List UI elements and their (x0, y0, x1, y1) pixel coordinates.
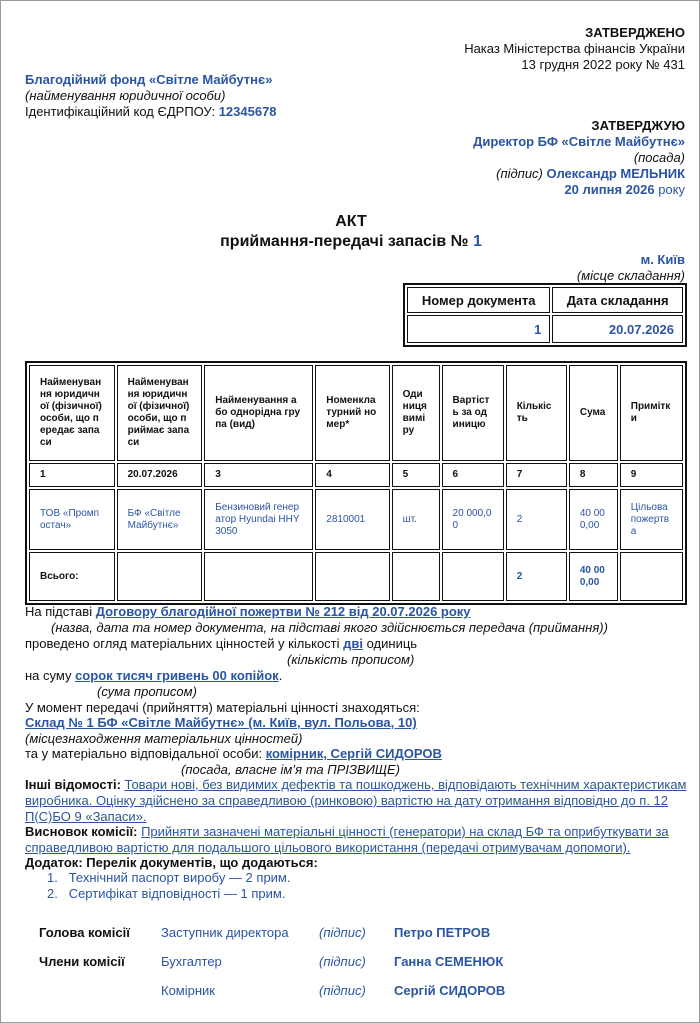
table-cell-item-code: 2810001 (315, 489, 389, 550)
inventory-table (25, 361, 687, 605)
sum-prefix: на суму (25, 668, 76, 683)
table-number-cell: 6 (442, 463, 504, 487)
responsible-person: комірник, Сергій СИДОРОВ (265, 746, 442, 761)
inspect-prefix: проведено огляд матеріальних цінностей у кількості (25, 636, 344, 651)
approve-block (473, 118, 685, 198)
table-number-cell: 20.07.2026 (117, 463, 203, 487)
approved-order: Наказ Міністерства фінансів України (464, 41, 685, 56)
table-header-cell: Найменування юридичної (фізичної) особи, що передає запаси (29, 365, 115, 461)
approved-title: ЗАТВЕРДЖЕНО (585, 25, 685, 40)
signature-hint: (підпис) (319, 954, 366, 969)
table-header-cell: Сума (569, 365, 618, 461)
inspect-quantity: дві (343, 636, 363, 651)
table-number-cell: 7 (506, 463, 567, 487)
conclusion-text: Прийняти зазначені матеріальні цінності (генератори) на склад БФ та оприбуткувати за справедливою вартістю для подальшого цільового використання (передачі отримувачам допомоги). (25, 824, 669, 855)
table-number-cell: 1 (29, 463, 115, 487)
table-header-cell: Найменування або однорідна група (вид) (204, 365, 313, 461)
table-total-quantity: 2 (506, 552, 567, 601)
inspect-line (25, 636, 417, 652)
table-cell-sum: 40 000,00 (569, 489, 618, 550)
table-number-cell: 4 (315, 463, 389, 487)
table-empty-cell (442, 552, 504, 601)
table-header-cell: Примітки (620, 365, 683, 461)
location-value: Склад № 1 БФ «Світле Майбутнє» (м. Київ, вул. Польова, 10) (25, 715, 417, 730)
other-info (25, 777, 687, 825)
location-prefix: У момент передачі (прийняття) матеріальні цінності знаходяться: (25, 700, 420, 715)
approve-position: Директор БФ «Світле Майбутнє» (473, 134, 685, 149)
organization-name-hint: (найменування юридичної особи) (25, 88, 226, 103)
approve-sign-line (473, 166, 685, 182)
attachments-label: Додаток: Перелік документів, що додаються: (25, 855, 318, 870)
other-info-label: Інші відомості: (25, 777, 125, 792)
table-empty-cell (620, 552, 683, 601)
approve-date-line (473, 182, 685, 198)
table-number-cell: 3 (204, 463, 313, 487)
table-cell-quantity: 2 (506, 489, 567, 550)
inspect-suffix: одиниць (363, 636, 418, 651)
table-header-cell: Одиниця виміру (392, 365, 440, 461)
table-number-cell: 9 (620, 463, 683, 487)
document-number-table (403, 283, 687, 347)
organization-block (25, 72, 277, 120)
act-city-hint: (місце складання) (576, 268, 685, 283)
table-total-row (29, 552, 683, 601)
attachment-text: Технічний паспорт виробу — 2 прим. (68, 870, 291, 885)
organization-name: Благодійний фонд «Світле Майбутнє» (25, 72, 273, 87)
docnum-header-date: Дата складання (552, 287, 683, 313)
basis-hint: (назва, дата та номер документа, на підставі якого здійснюється передача (приймання)) (51, 620, 608, 635)
table-row (29, 489, 683, 550)
list-item: 2. Сертифікат відповідності — 1 прим. (47, 886, 286, 901)
list-item: 1. Технічний паспорт виробу — 2 прим. (47, 870, 291, 885)
signature-position: Бухгалтер (161, 954, 222, 969)
act-number: 1 (472, 233, 482, 250)
docnum-header-number: Номер документа (407, 287, 550, 313)
conclusion-label: Висновок комісії: (25, 824, 142, 839)
table-header-cell: Номенклатурний номер* (315, 365, 389, 461)
table-header-cell: Кількість (506, 365, 567, 461)
table-total-label: Всього: (29, 552, 115, 601)
approve-title: ЗАТВЕРДЖУЮ (591, 118, 685, 133)
table-empty-cell (204, 552, 313, 601)
table-number-cell: 5 (392, 463, 440, 487)
table-total-sum: 40 000,00 (569, 552, 618, 601)
table-cell-unit: шт. (392, 489, 440, 550)
table-number-row (29, 463, 683, 487)
act-title-line1: АКТ (335, 213, 367, 230)
signature-name: Ганна СЕМЕНЮК (394, 954, 504, 969)
place-block (577, 252, 685, 284)
table-cell-unit-price: 20 000,00 (442, 489, 504, 550)
organization-code-line (25, 104, 277, 120)
table-cell-supplier: ТОВ «Промпостач» (29, 489, 115, 550)
approve-date: 20 липня 2026 (564, 182, 655, 197)
commission-conclusion (25, 824, 687, 856)
table-cell-receiver: БФ «Світле Майбутнє» (117, 489, 203, 550)
sum-words: сорок тисяч гривень 00 копійок (75, 668, 279, 683)
commission-members-label: Члени комісії (39, 954, 125, 969)
table-empty-cell (117, 552, 203, 601)
approve-sign-hint: (підпис) (496, 166, 547, 181)
approval-stamp-block (464, 25, 685, 73)
basis-line (25, 604, 471, 620)
basis-document: Договору благодійної пожертви № 212 від 20.07.2026 року (95, 604, 471, 619)
commission-head-label: Голова комісії (39, 925, 130, 940)
act-title (1, 212, 700, 252)
table-header-cell: Найменування юридичної (фізичної) особи, що приймає запаси (117, 365, 203, 461)
person-prefix: та у матеріально відповідальної особи: (25, 746, 266, 761)
table-cell-notes: Цільова пожертва (620, 489, 683, 550)
attachment-text: Сертифікат відповідності — 1 прим. (68, 886, 286, 901)
act-title-text: приймання-передачі запасів № (220, 233, 473, 250)
sum-suffix: . (278, 668, 283, 683)
signature-hint: (підпис) (319, 925, 366, 940)
table-empty-cell (315, 552, 389, 601)
sum-hint: (сума прописом) (97, 684, 197, 699)
table-empty-cell (392, 552, 440, 601)
act-title-line2 (1, 232, 700, 252)
organization-code-label: Ідентифікаційний код ЄДРПОУ: (25, 104, 219, 119)
signature-name: Сергій СИДОРОВ (394, 983, 506, 998)
sum-line (25, 668, 282, 684)
approve-date-suffix: року (654, 182, 685, 197)
other-info-text: Товари нові, без видимих дефектів та пошкоджень, відповідають технічним характеристикам виробника. Оцінку здійснено за справедливою (ринковою) вартістю на дату отримання відповідно до п. 12 П(С)БО 9 «Запаси». (25, 777, 687, 824)
signature-position: Комірник (161, 983, 215, 998)
table-header-cell: Вартість за одиницю (442, 365, 504, 461)
approved-order-date: 13 грудня 2022 року № 431 (521, 57, 685, 72)
approve-person: Олександр МЕЛЬНИК (546, 166, 685, 181)
table-number-cell: 8 (569, 463, 618, 487)
location-hint: (місцезнаходження матеріальних цінностей) (25, 731, 303, 746)
basis-prefix: На підставі (25, 604, 96, 619)
person-line (25, 746, 442, 762)
act-city: м. Київ (640, 252, 685, 267)
table-cell-item-name: Бензиновий генератор Hyundai HHY 3050 (204, 489, 313, 550)
signature-position: Заступник директора (161, 925, 289, 940)
table-header-row (29, 365, 683, 461)
person-hint: (посада, власне ім’я та ПРІЗВИЩЕ) (181, 762, 400, 777)
organization-code: 12345678 (218, 104, 277, 119)
approve-position-hint: (посада) (633, 150, 685, 165)
docnum-value-date: 20.07.2026 (552, 315, 683, 343)
signature-name: Петро ПЕТРОВ (394, 925, 491, 940)
quantity-hint: (кількість прописом) (287, 652, 415, 667)
docnum-value-number: 1 (407, 315, 550, 343)
signature-hint: (підпис) (319, 983, 366, 998)
